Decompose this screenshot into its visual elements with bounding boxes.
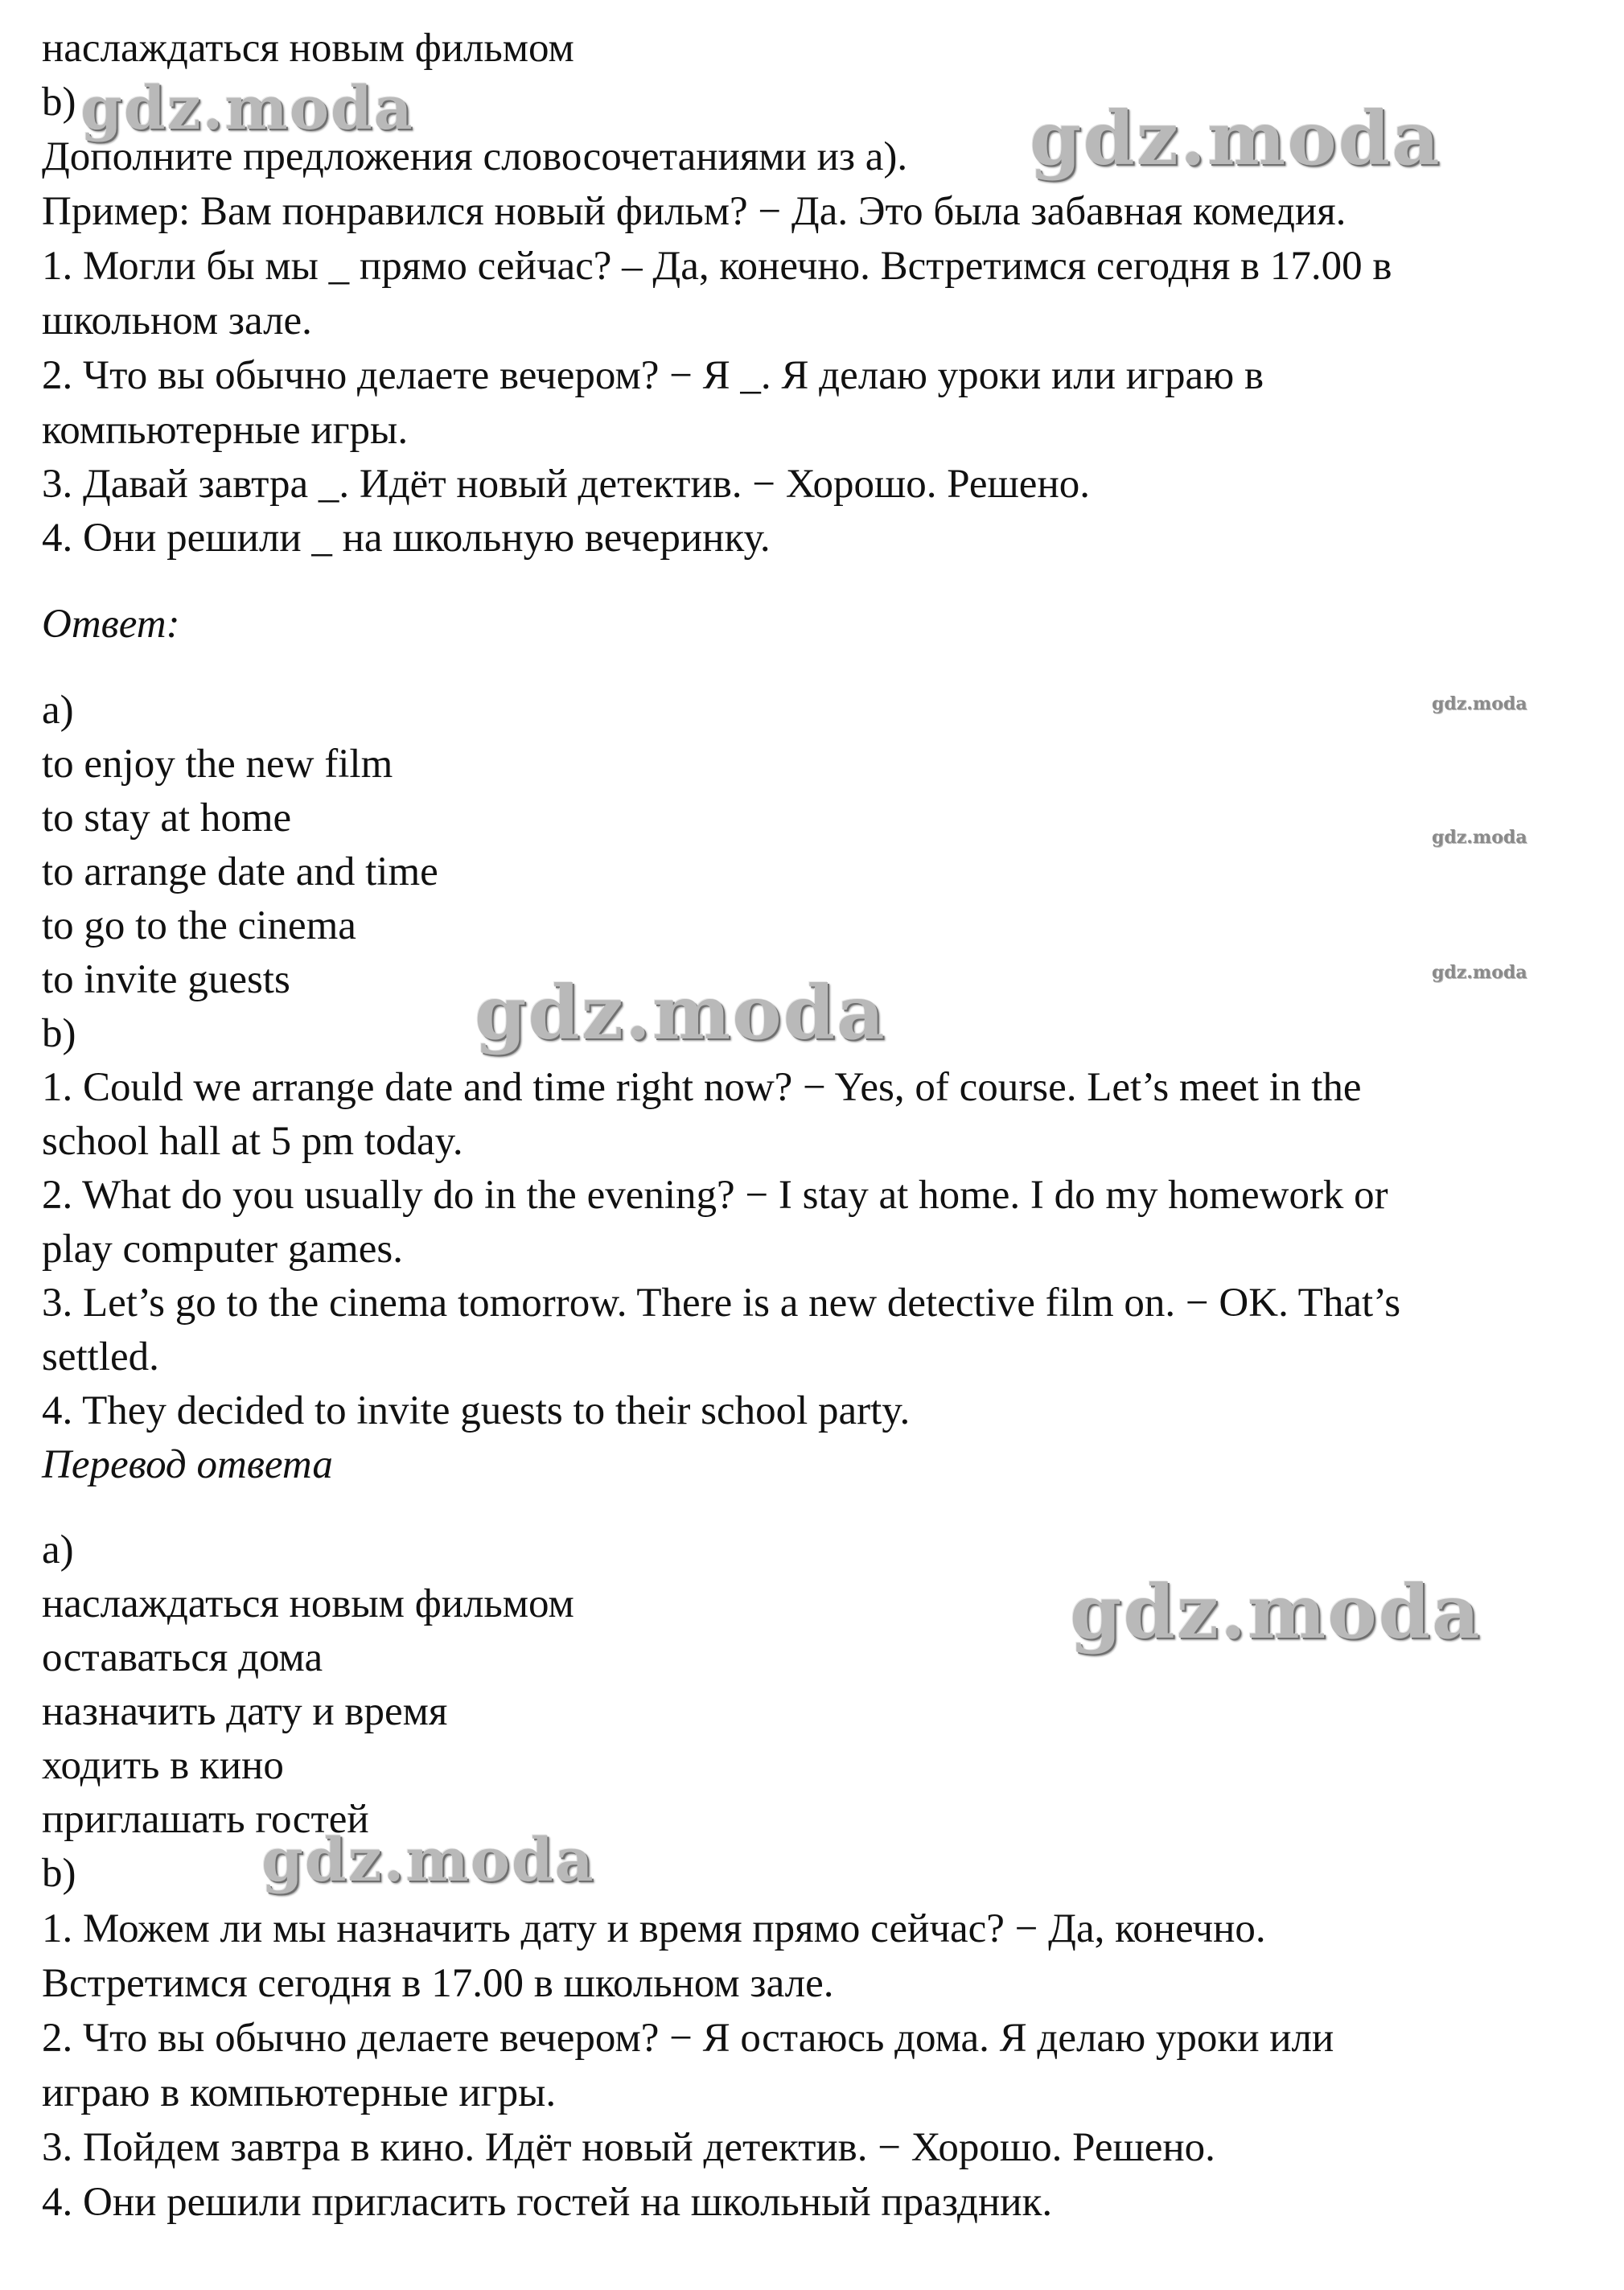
- task-top-line: наслаждаться новым фильмом: [42, 26, 574, 71]
- watermark-logo-small: gdz.moda: [1432, 693, 1527, 714]
- answer-b-line: 4. They decided to invite guests to their school party.: [42, 1388, 911, 1433]
- answer-a-item: to enjoy the new film: [42, 742, 393, 787]
- watermark-logo: gdz.moda: [475, 969, 886, 1056]
- translation-heading: Перевод ответа: [42, 1442, 333, 1487]
- task-sentence-line: 1. Могли бы мы _ прямо сейчас? – Да, конечно. Встретимся сегодня в 17.00 в: [42, 244, 1392, 289]
- translation-a-item: оставаться дома: [42, 1635, 323, 1680]
- watermark-logo: gdz.moda: [1070, 1568, 1482, 1655]
- answer-b-line: play computer games.: [42, 1227, 403, 1272]
- answer-b-line: 2. What do you usually do in the evening? − I stay at home. I do my homework or: [42, 1173, 1388, 1218]
- translation-a-item: наслаждаться новым фильмом: [42, 1581, 574, 1626]
- answer-part-a-label: a): [42, 688, 74, 733]
- watermark-logo: gdz.moda: [80, 74, 414, 143]
- answer-b-line: school hall at 5 pm today.: [42, 1119, 463, 1164]
- answer-a-item: to arrange date and time: [42, 849, 438, 894]
- answer-part-b-label: b): [42, 1011, 76, 1056]
- task-sentence-line: компьютерные игры.: [42, 408, 409, 453]
- task-sentence-line: 3. Давай завтра _. Идёт новый детектив. − Хорошо. Решено.: [42, 462, 1090, 507]
- answer-a-item: to invite guests: [42, 957, 290, 1002]
- answer-b-line: 1. Could we arrange date and time right now? − Yes, of course. Let’s meet in the: [42, 1065, 1362, 1110]
- translation-part-a-label: а): [42, 1527, 74, 1573]
- task-example: Пример: Вам понравился новый фильм? − Да. Это была забавная комедия.: [42, 189, 1346, 234]
- translation-part-b-label: b): [42, 1851, 76, 1896]
- translation-b-line: 3. Пойдем завтра в кино. Идёт новый детектив. − Хорошо. Решено.: [42, 2125, 1215, 2170]
- task-sentence-line: 2. Что вы обычно делаете вечером? − Я _. Я делаю уроки или играю в: [42, 353, 1264, 398]
- translation-b-line: Встретимся сегодня в 17.00 в школьном зале.: [42, 1961, 834, 2006]
- task-sentence-line: школьном зале.: [42, 298, 312, 343]
- task-part-b-label: b): [42, 80, 76, 125]
- answer-a-item: to go to the cinema: [42, 903, 356, 948]
- translation-a-item: ходить в кино: [42, 1743, 284, 1788]
- watermark-logo-small: gdz.moda: [1432, 827, 1527, 848]
- answer-a-item: to stay at home: [42, 796, 292, 841]
- task-sentence-line: 4. Они решили _ на школьную вечеринку.: [42, 516, 771, 561]
- translation-b-line: 1. Можем ли мы назначить дату и время прямо сейчас? − Да, конечно.: [42, 1906, 1266, 1951]
- watermark-logo-small: gdz.moda: [1432, 962, 1527, 983]
- translation-a-item: назначить дату и время: [42, 1689, 448, 1734]
- translation-b-line: играю в компьютерные игры.: [42, 2070, 557, 2115]
- translation-a-item: приглашать гостей: [42, 1797, 369, 1842]
- watermark-logo: gdz.moda: [1030, 95, 1441, 182]
- answer-b-line: 3. Let’s go to the cinema tomorrow. There is a new detective film on. − OK. That’s: [42, 1281, 1401, 1326]
- answer-heading: Ответ:: [42, 602, 180, 647]
- answer-b-line: settled.: [42, 1334, 159, 1379]
- translation-b-line: 4. Они решили пригласить гостей на школьный праздник.: [42, 2180, 1053, 2225]
- translation-b-line: 2. Что вы обычно делаете вечером? − Я остаюсь дома. Я делаю уроки или: [42, 2016, 1334, 2061]
- watermark-logo: gdz.moda: [261, 1826, 595, 1895]
- task-instruction: Дополните предложения словосочетаниями из а).: [42, 134, 908, 179]
